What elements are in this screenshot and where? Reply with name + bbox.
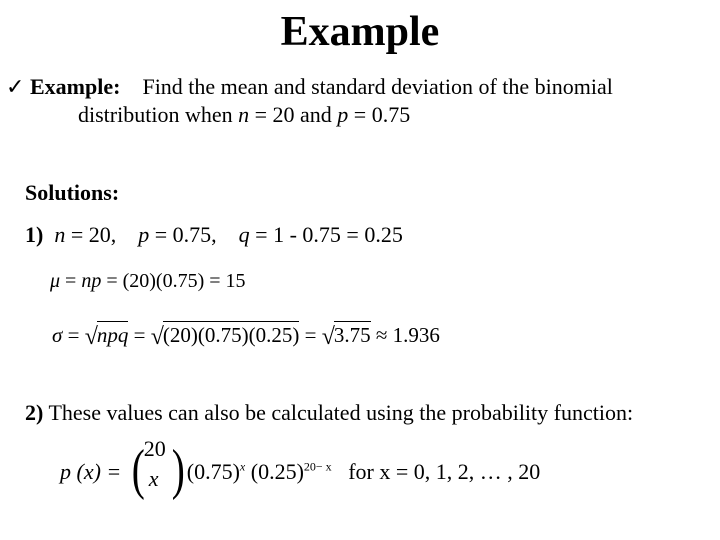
std-eq-1: = bbox=[62, 323, 85, 347]
right-paren-icon: ) bbox=[171, 439, 185, 501]
mu-symbol: μ bbox=[50, 270, 61, 292]
pmf-range: for x = 0, 1, 2, … , 20 bbox=[348, 459, 541, 485]
std-radicand-3: 3.75 bbox=[333, 323, 371, 347]
example-line-2 bbox=[78, 102, 410, 128]
std-eq-2: = bbox=[128, 323, 151, 347]
p-var: p bbox=[337, 102, 349, 127]
checkmark-icon: ✓ bbox=[6, 74, 25, 99]
std-eq-3: = bbox=[299, 323, 322, 347]
pmf-formula bbox=[60, 436, 541, 502]
example-line-1 bbox=[30, 74, 613, 100]
binomial-coefficient bbox=[129, 436, 185, 502]
binom-bottom: x bbox=[148, 466, 159, 491]
q-exponent: 20− x bbox=[303, 459, 332, 474]
std-equation bbox=[52, 322, 440, 349]
step-2-text: These values can also be calculated using the probability function: bbox=[48, 400, 634, 425]
sigma-symbol: σ bbox=[52, 323, 63, 347]
example-text-2b: = 20 and bbox=[249, 102, 338, 127]
step1-p-eq: = 0.75, bbox=[154, 222, 217, 247]
solution-step-1 bbox=[25, 222, 403, 248]
step-2-number: 2) bbox=[25, 400, 44, 425]
step-1-number: 1) bbox=[25, 222, 44, 247]
example-text-2c: = 0.75 bbox=[348, 102, 411, 127]
example-text-1: Find the mean and standard deviation of the binomial bbox=[142, 74, 613, 99]
std-radicand-2: (20)(0.75)(0.25) bbox=[162, 323, 300, 347]
mean-equation bbox=[50, 270, 246, 293]
p-term: (0.75) bbox=[186, 459, 240, 485]
sqrt-icon: √ bbox=[150, 324, 164, 350]
step1-n-eq: = 20, bbox=[70, 222, 117, 247]
solutions-heading: Solutions: bbox=[25, 180, 120, 205]
sqrt-icon: √ bbox=[321, 324, 335, 350]
n-var: n bbox=[238, 102, 250, 127]
mean-eq-2: = (20)(0.75) = 15 bbox=[101, 270, 246, 292]
p-exponent: x bbox=[239, 459, 246, 474]
std-radicand-1: npq bbox=[96, 323, 129, 347]
step1-q-var: q bbox=[238, 222, 250, 247]
q-term: (0.25) bbox=[250, 459, 304, 485]
example-label: Example: bbox=[30, 74, 121, 99]
solution-step-2 bbox=[25, 400, 633, 426]
binom-top: 20 bbox=[143, 436, 166, 461]
step1-n-var: n bbox=[54, 222, 66, 247]
mean-eq-1: = bbox=[60, 270, 82, 292]
step1-p-var: p bbox=[138, 222, 150, 247]
left-paren-icon: ( bbox=[131, 439, 145, 501]
step1-q-eq: = 1 - 0.75 = 0.25 bbox=[255, 222, 403, 247]
mean-np: np bbox=[81, 270, 102, 292]
sqrt-icon: √ bbox=[84, 324, 98, 350]
std-approx: ≈ 1.936 bbox=[370, 323, 440, 347]
example-text-2a: distribution when bbox=[78, 102, 239, 127]
page-title: Example bbox=[280, 9, 440, 55]
pmf-lhs: p (x) = bbox=[60, 459, 122, 485]
